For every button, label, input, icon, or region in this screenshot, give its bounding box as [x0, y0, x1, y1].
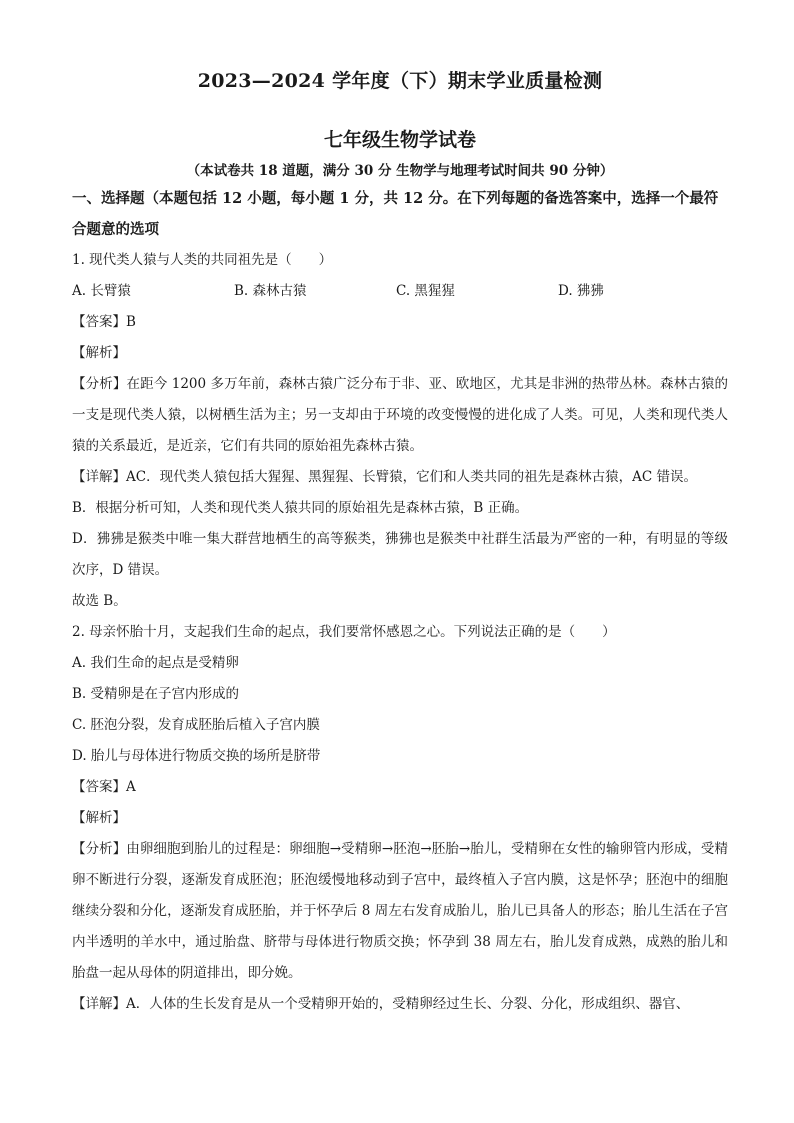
question-1-analysis-tag: 【解析】	[72, 345, 126, 361]
exam-title: 2023—2024 学年度（下）期末学业质量检测	[197, 70, 603, 92]
question-1-analysis: 【分析】在距今 1200 多万年前，森林古猿广泛分布于非、亚、欧地区，尤其是非洲的热带丛林。森林古猿的一支是现代类人猿，以树栖生活为主；另一支却由于环境的改变慢慢的进化成了人类。可见，人类和现代类人猿的关系最近，是近亲，它们有共同的原始祖先森林古猿。	[72, 376, 728, 454]
question-1-detail-ac: 【详解】AC．现代类人猿包括大猩猩、黑猩猩、长臂猿，它们和人类共同的祖先是森林古猿，AC 错误。	[72, 469, 697, 485]
question-2-answer: 【答案】A	[72, 779, 136, 795]
question-1-option-a: A. 长臂猿	[72, 283, 131, 299]
question-2-analysis-tag: 【解析】	[72, 810, 126, 826]
question-2-detail-a: 【详解】A．人体的生长发育是从一个受精卵开始的，受精卵经过生长、分裂、分化，形成组织、器官、	[72, 996, 690, 1012]
question-1-option-d: D. 狒狒	[558, 283, 604, 299]
question-1-detail-b: B．根据分析可知，人类和现代类人猿共同的原始祖先是森林古猿，B 正确。	[72, 500, 529, 516]
question-1-stem: 1. 现代类人猿与人类的共同祖先是（ ）	[72, 252, 333, 268]
question-2-option-c: C. 胚泡分裂，发育成胚胎后植入子宫内膜	[72, 717, 320, 733]
question-1-options	[72, 276, 728, 307]
question-2-option-d: D. 胎儿与母体进行物质交换的场所是脐带	[72, 748, 321, 764]
question-2-option-b: B. 受精卵是在子宫内形成的	[72, 686, 240, 702]
question-2-stem: 2. 母亲怀胎十月，支起我们生命的起点，我们要常怀感恩之心。下列说法正确的是（ ）	[72, 624, 616, 640]
exam-note: （本试卷共 18 道题，满分 30 分 生物学与地理考试时间共 90 分钟）	[186, 163, 614, 179]
question-1-option-c: C. 黑猩猩	[396, 283, 455, 299]
question-1-answer: 【答案】B	[72, 314, 136, 330]
question-1-conclusion: 故选 B。	[72, 593, 127, 609]
question-2-option-a: A. 我们生命的起点是受精卵	[72, 655, 239, 671]
question-1-option-b: B. 森林古猿	[234, 283, 307, 299]
exam-subject-title: 七年级生物学试卷	[323, 129, 476, 151]
question-1-detail-d: D．狒狒是猴类中唯一集大群营地栖生的高等猴类，狒狒也是猴类中社群生活最为严密的一种，有明显的等级次序，D 错误。	[72, 531, 728, 578]
question-2-analysis: 【分析】由卵细胞到胎儿的过程是：卵细胞→受精卵→胚泡→胚胎→胎儿，受精卵在女性的输卵管内形成，受精卵不断进行分裂，逐渐发育成胚泡；胚泡缓慢地移动到子宫中，最终植入子宫内膜，这是怀孕；胚泡中的细胞继续分裂和分化，逐渐发育成胚胎，并于怀孕后 8 周左右发育成胎儿，胎儿已具备人的形态；胎儿生活在子宫内半透明的羊水中，通过胎盘、脐带与母体进行物质交换；怀孕到 38 周左右，胎儿发育成熟，成熟的胎儿和胎盘一起从母体的阴道排出，即分娩。	[72, 841, 728, 981]
section-heading: 一、选择题（本题包括 12 小题，每小题 1 分，共 12 分。在下列每题的备选答案中，选择一个最符合题意的选项	[72, 190, 719, 238]
